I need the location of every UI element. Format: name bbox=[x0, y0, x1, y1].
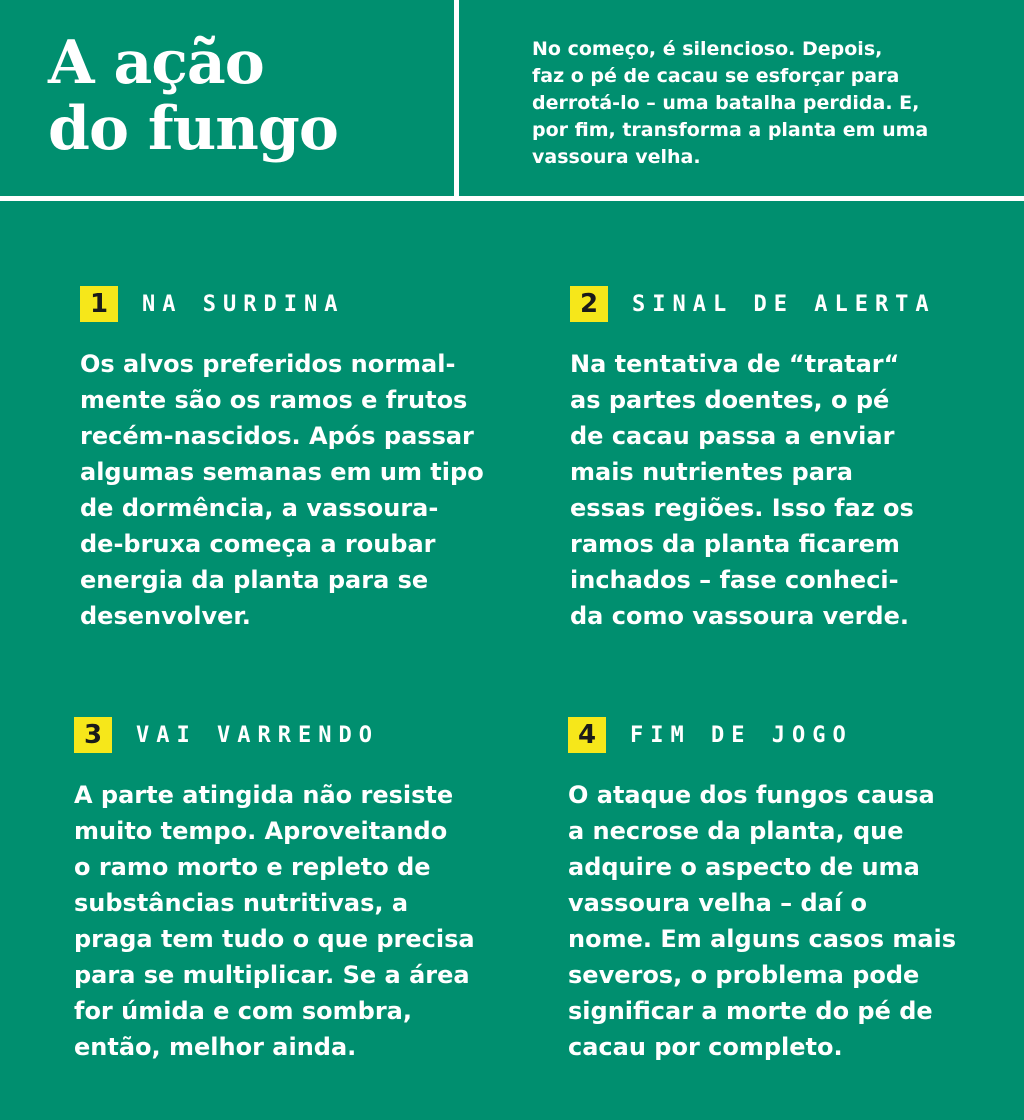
step-3-vai-varrendo bbox=[74, 717, 475, 1065]
step-line: de dormência, a vassoura- bbox=[80, 494, 439, 522]
step-text bbox=[568, 777, 956, 1065]
step-number-badge: 4 bbox=[568, 717, 606, 753]
step-line: de-bruxa começa a roubar bbox=[80, 530, 436, 558]
intro-text bbox=[532, 36, 1002, 171]
step-line: Os alvos preferidos normal- bbox=[80, 350, 456, 378]
step-heading bbox=[568, 717, 956, 753]
intro-line: vassoura velha. bbox=[532, 146, 701, 168]
step-line: algumas semanas em um tipo bbox=[80, 458, 484, 486]
step-line: as partes doentes, o pé bbox=[570, 386, 890, 414]
step-2-sinal-de-alerta bbox=[570, 286, 936, 634]
step-number-badge: 3 bbox=[74, 717, 112, 753]
horizontal-divider bbox=[0, 196, 1024, 201]
step-number-badge: 1 bbox=[80, 286, 118, 322]
step-line: da como vassoura verde. bbox=[570, 602, 909, 630]
intro-line: No começo, é silencioso. Depois, bbox=[532, 38, 883, 60]
step-line: severos, o problema pode bbox=[568, 961, 920, 989]
step-line: O ataque dos fungos causa bbox=[568, 781, 935, 809]
step-line: ramos da planta ficarem bbox=[570, 530, 900, 558]
step-line: A parte atingida não resiste bbox=[74, 781, 454, 809]
step-line: adquire o aspecto de uma bbox=[568, 853, 920, 881]
step-text bbox=[570, 346, 936, 634]
intro-line: derrotá-lo – uma batalha perdida. E, bbox=[532, 92, 920, 114]
step-title: SINAL DE ALERTA bbox=[632, 291, 936, 317]
step-line: inchados – fase conheci- bbox=[570, 566, 899, 594]
step-title: FIM DE JOGO bbox=[630, 722, 853, 748]
step-heading bbox=[74, 717, 475, 753]
step-heading bbox=[570, 286, 936, 322]
step-line: essas regiões. Isso faz os bbox=[570, 494, 914, 522]
vertical-divider bbox=[454, 0, 459, 196]
step-line: mente são os ramos e frutos bbox=[80, 386, 468, 414]
step-4-fim-de-jogo bbox=[568, 717, 956, 1065]
step-text bbox=[74, 777, 475, 1065]
step-line: a necrose da planta, que bbox=[568, 817, 904, 845]
step-title: NA SURDINA bbox=[142, 291, 345, 317]
step-line: o ramo morto e repleto de bbox=[74, 853, 431, 881]
step-heading bbox=[80, 286, 484, 322]
step-line: mais nutrientes para bbox=[570, 458, 853, 486]
step-line: de cacau passa a enviar bbox=[570, 422, 895, 450]
header-title-panel bbox=[0, 0, 454, 196]
step-line: energia da planta para se bbox=[80, 566, 429, 594]
intro-line: por fim, transforma a planta em uma bbox=[532, 119, 929, 141]
page-title bbox=[48, 30, 338, 162]
step-line: recém-nascidos. Após passar bbox=[80, 422, 474, 450]
intro-line: faz o pé de cacau se esforçar para bbox=[532, 65, 900, 87]
step-number-badge: 2 bbox=[570, 286, 608, 322]
step-line: para se multiplicar. Se a área bbox=[74, 961, 470, 989]
step-line: cacau por completo. bbox=[568, 1033, 843, 1061]
step-line: nome. Em alguns casos mais bbox=[568, 925, 957, 953]
step-line: praga tem tudo o que precisa bbox=[74, 925, 475, 953]
step-title: VAI VARRENDO bbox=[136, 722, 379, 748]
step-text bbox=[80, 346, 484, 634]
step-line: Na tentativa de “tratar“ bbox=[570, 350, 900, 378]
step-line: vassoura velha – daí o bbox=[568, 889, 867, 917]
step-line: significar a morte do pé de bbox=[568, 997, 933, 1025]
title-line: A ação bbox=[48, 28, 264, 98]
step-line: então, melhor ainda. bbox=[74, 1033, 357, 1061]
step-line: substâncias nutritivas, a bbox=[74, 889, 409, 917]
step-line: muito tempo. Aproveitando bbox=[74, 817, 448, 845]
step-line: desenvolver. bbox=[80, 602, 251, 630]
title-line: do fungo bbox=[48, 94, 338, 164]
step-line: for úmida e com sombra, bbox=[74, 997, 412, 1025]
step-1-na-surdina bbox=[80, 286, 484, 634]
